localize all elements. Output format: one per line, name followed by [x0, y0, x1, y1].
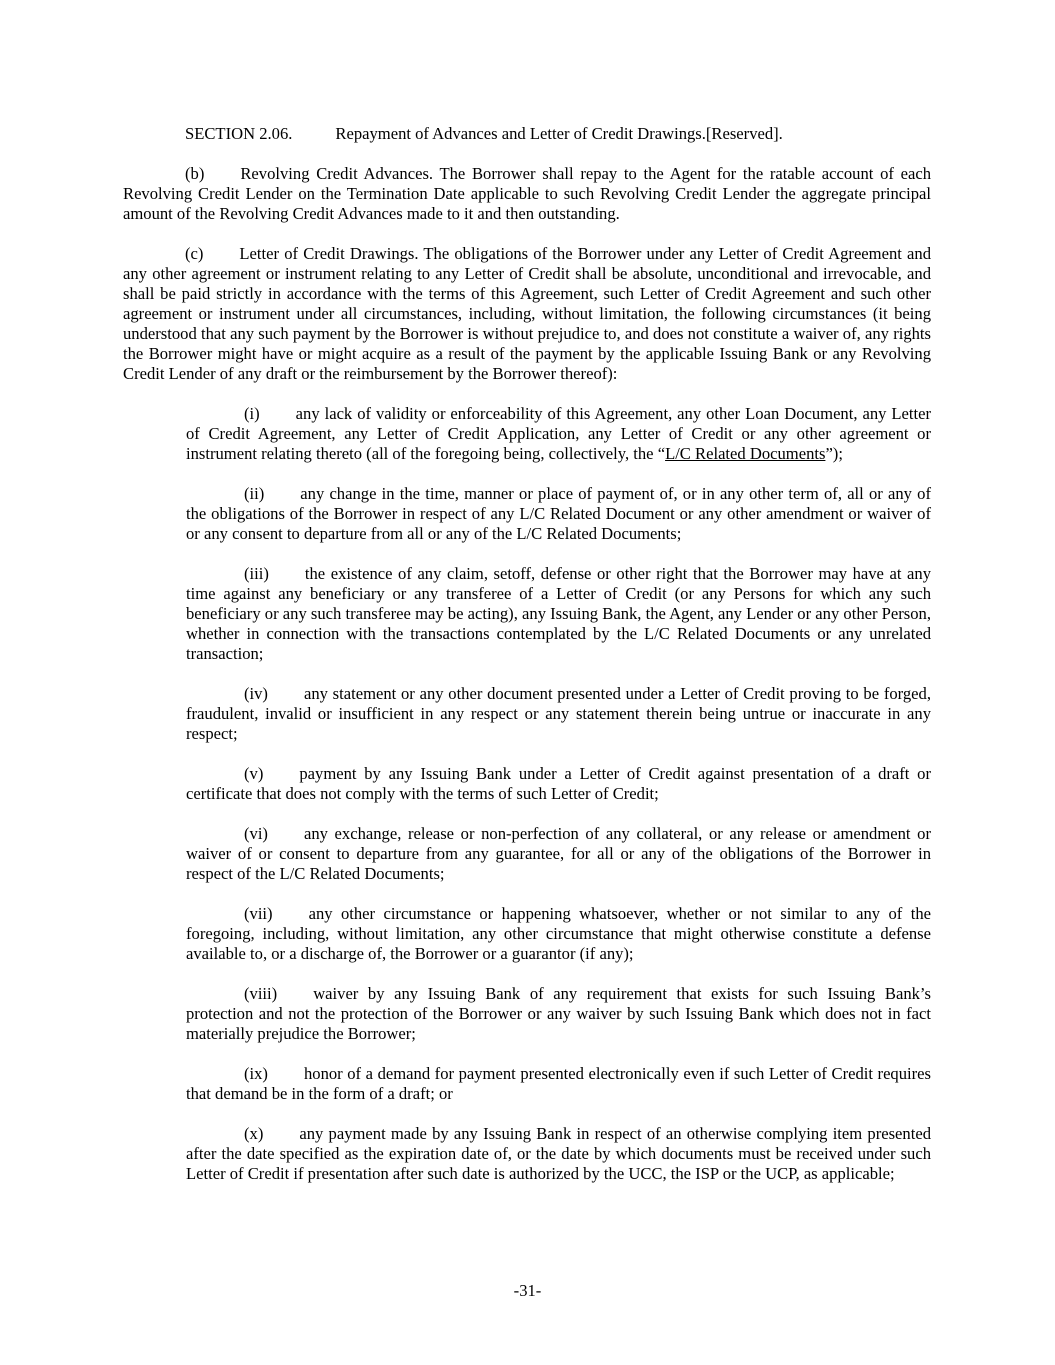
- section-title: Repayment of Advances and Letter of Credit Drawings.[Reserved].: [335, 124, 783, 143]
- paragraph-label: (b): [185, 164, 205, 183]
- subitem-x: [186, 1124, 931, 1184]
- subitem-label: (iii): [244, 564, 269, 583]
- subitem-text: waiver by any Issuing Bank of any requirement that exists for such Issuing Bank’s protection and not the protection of the Borrower or any waiver by such Issuing Bank which does not in fact materially prejudice the Borrower;: [186, 984, 931, 1043]
- defined-term-lc-related-documents: L/C Related Documents: [665, 444, 826, 463]
- subitem-label: (viii): [244, 984, 278, 1003]
- subitem-label: (ii): [244, 484, 265, 503]
- subitem-v: [186, 764, 931, 804]
- subitem-iv: [186, 684, 931, 744]
- paragraph-c: [123, 244, 931, 384]
- subitem-ii: [186, 484, 931, 544]
- page-number: -31-: [513, 1281, 542, 1300]
- subitem-vi: [186, 824, 931, 884]
- subitem-label: (x): [244, 1124, 264, 1143]
- subitem-text: ”);: [825, 444, 843, 463]
- subitem-text: payment by any Issuing Bank under a Letter of Credit against presentation of a draft or certificate that does not comply with the terms of such Letter of Credit;: [186, 764, 931, 803]
- subitem-label: (i): [244, 404, 260, 423]
- subitem-iii: [186, 564, 931, 664]
- subitem-label: (ix): [244, 1064, 268, 1083]
- section-number: SECTION 2.06.: [185, 124, 293, 143]
- subitem-ix: [186, 1064, 931, 1104]
- subitem-text: any lack of validity or enforceability of this Agreement, any other Loan Document, any Letter of Credit Agreement, any Letter of Credit Application, any Letter of Credit or any other agreement or instrument relating thereto (all of the foregoing being, collectively, the “: [186, 404, 931, 463]
- subitem-text: any change in the time, manner or place of payment of, or in any other term of, all or any of the obligations of the Borrower in respect of any L/C Related Document or any other amendment or waiver of or any consent to departure from all or any of the L/C Related Documents;: [186, 484, 931, 543]
- subitem-text: any exchange, release or non-perfection of any collateral, or any release or amendment or waiver of or consent to departure from any guarantee, for all or any of the obligations of the Borrower in respect of the L/C Related Documents;: [186, 824, 931, 883]
- paragraph-b: [123, 164, 931, 224]
- paragraph-label: (c): [185, 244, 204, 263]
- subitem-text: honor of a demand for payment presented electronically even if such Letter of Credit requires that demand be in the form of a draft; or: [186, 1064, 931, 1103]
- subitem-viii: [186, 984, 931, 1044]
- subitem-label: (vi): [244, 824, 268, 843]
- subitem-label: (vii): [244, 904, 273, 923]
- subitem-vii: [186, 904, 931, 964]
- subitem-label: (iv): [244, 684, 268, 703]
- subitem-i: [186, 404, 931, 464]
- subitem-text: any payment made by any Issuing Bank in respect of an otherwise complying item presented after the date specified as the expiration date of, or the date by which documents must be received under such Letter of Credit if presentation after such date is authorized by the UCC, the ISP or the UCP, as applicable;: [186, 1124, 931, 1183]
- document-body: [123, 124, 931, 1204]
- subitem-label: (v): [244, 764, 264, 783]
- section-heading: [123, 124, 931, 144]
- subitem-text: the existence of any claim, setoff, defense or other right that the Borrower may have at any time against any beneficiary or any transferee of a Letter of Credit (or any Persons for which any such beneficiary or any such transferee may be acting), any Issuing Bank, the Agent, any Lender or any other Person, whether in connection with the transactions contemplated by the L/C Related Documents or any unrelated transaction;: [186, 564, 931, 663]
- subitem-text: any other circumstance or happening whatsoever, whether or not similar to any of the foregoing, including, without limitation, any other circumstance that might otherwise constitute a defense available to, or a discharge of, the Borrower or a guarantor (if any);: [186, 904, 931, 963]
- subitem-text: any statement or any other document presented under a Letter of Credit proving to be forged, fraudulent, invalid or insufficient in any respect or any statement therein being untrue or inaccurate in any respect;: [186, 684, 931, 743]
- paragraph-text: Letter of Credit Drawings. The obligations of the Borrower under any Letter of Credit Agreement and any other agreement or instrument relating to any Letter of Credit shall be absolute, unconditional and irrevocable, and shall be paid strictly in accordance with the terms of this Agreement, such Letter of Credit Agreement and such other agreement or instrument under all circumstances, including, without limitation, the following circumstances (it being understood that any such payment by the Borrower is without prejudice to, and does not constitute a waiver of, any rights the Borrower might have or might acquire as a result of the payment by the applicable Issuing Bank or any Revolving Credit Lender of any draft or the reimbursement by the Borrower thereof):: [123, 244, 931, 383]
- paragraph-text: Revolving Credit Advances. The Borrower shall repay to the Agent for the ratable account of each Revolving Credit Lender on the Termination Date applicable to such Revolving Credit Lender the aggregate principal amount of the Revolving Credit Advances made to it and then outstanding.: [123, 164, 931, 223]
- page-footer: [0, 1281, 1055, 1301]
